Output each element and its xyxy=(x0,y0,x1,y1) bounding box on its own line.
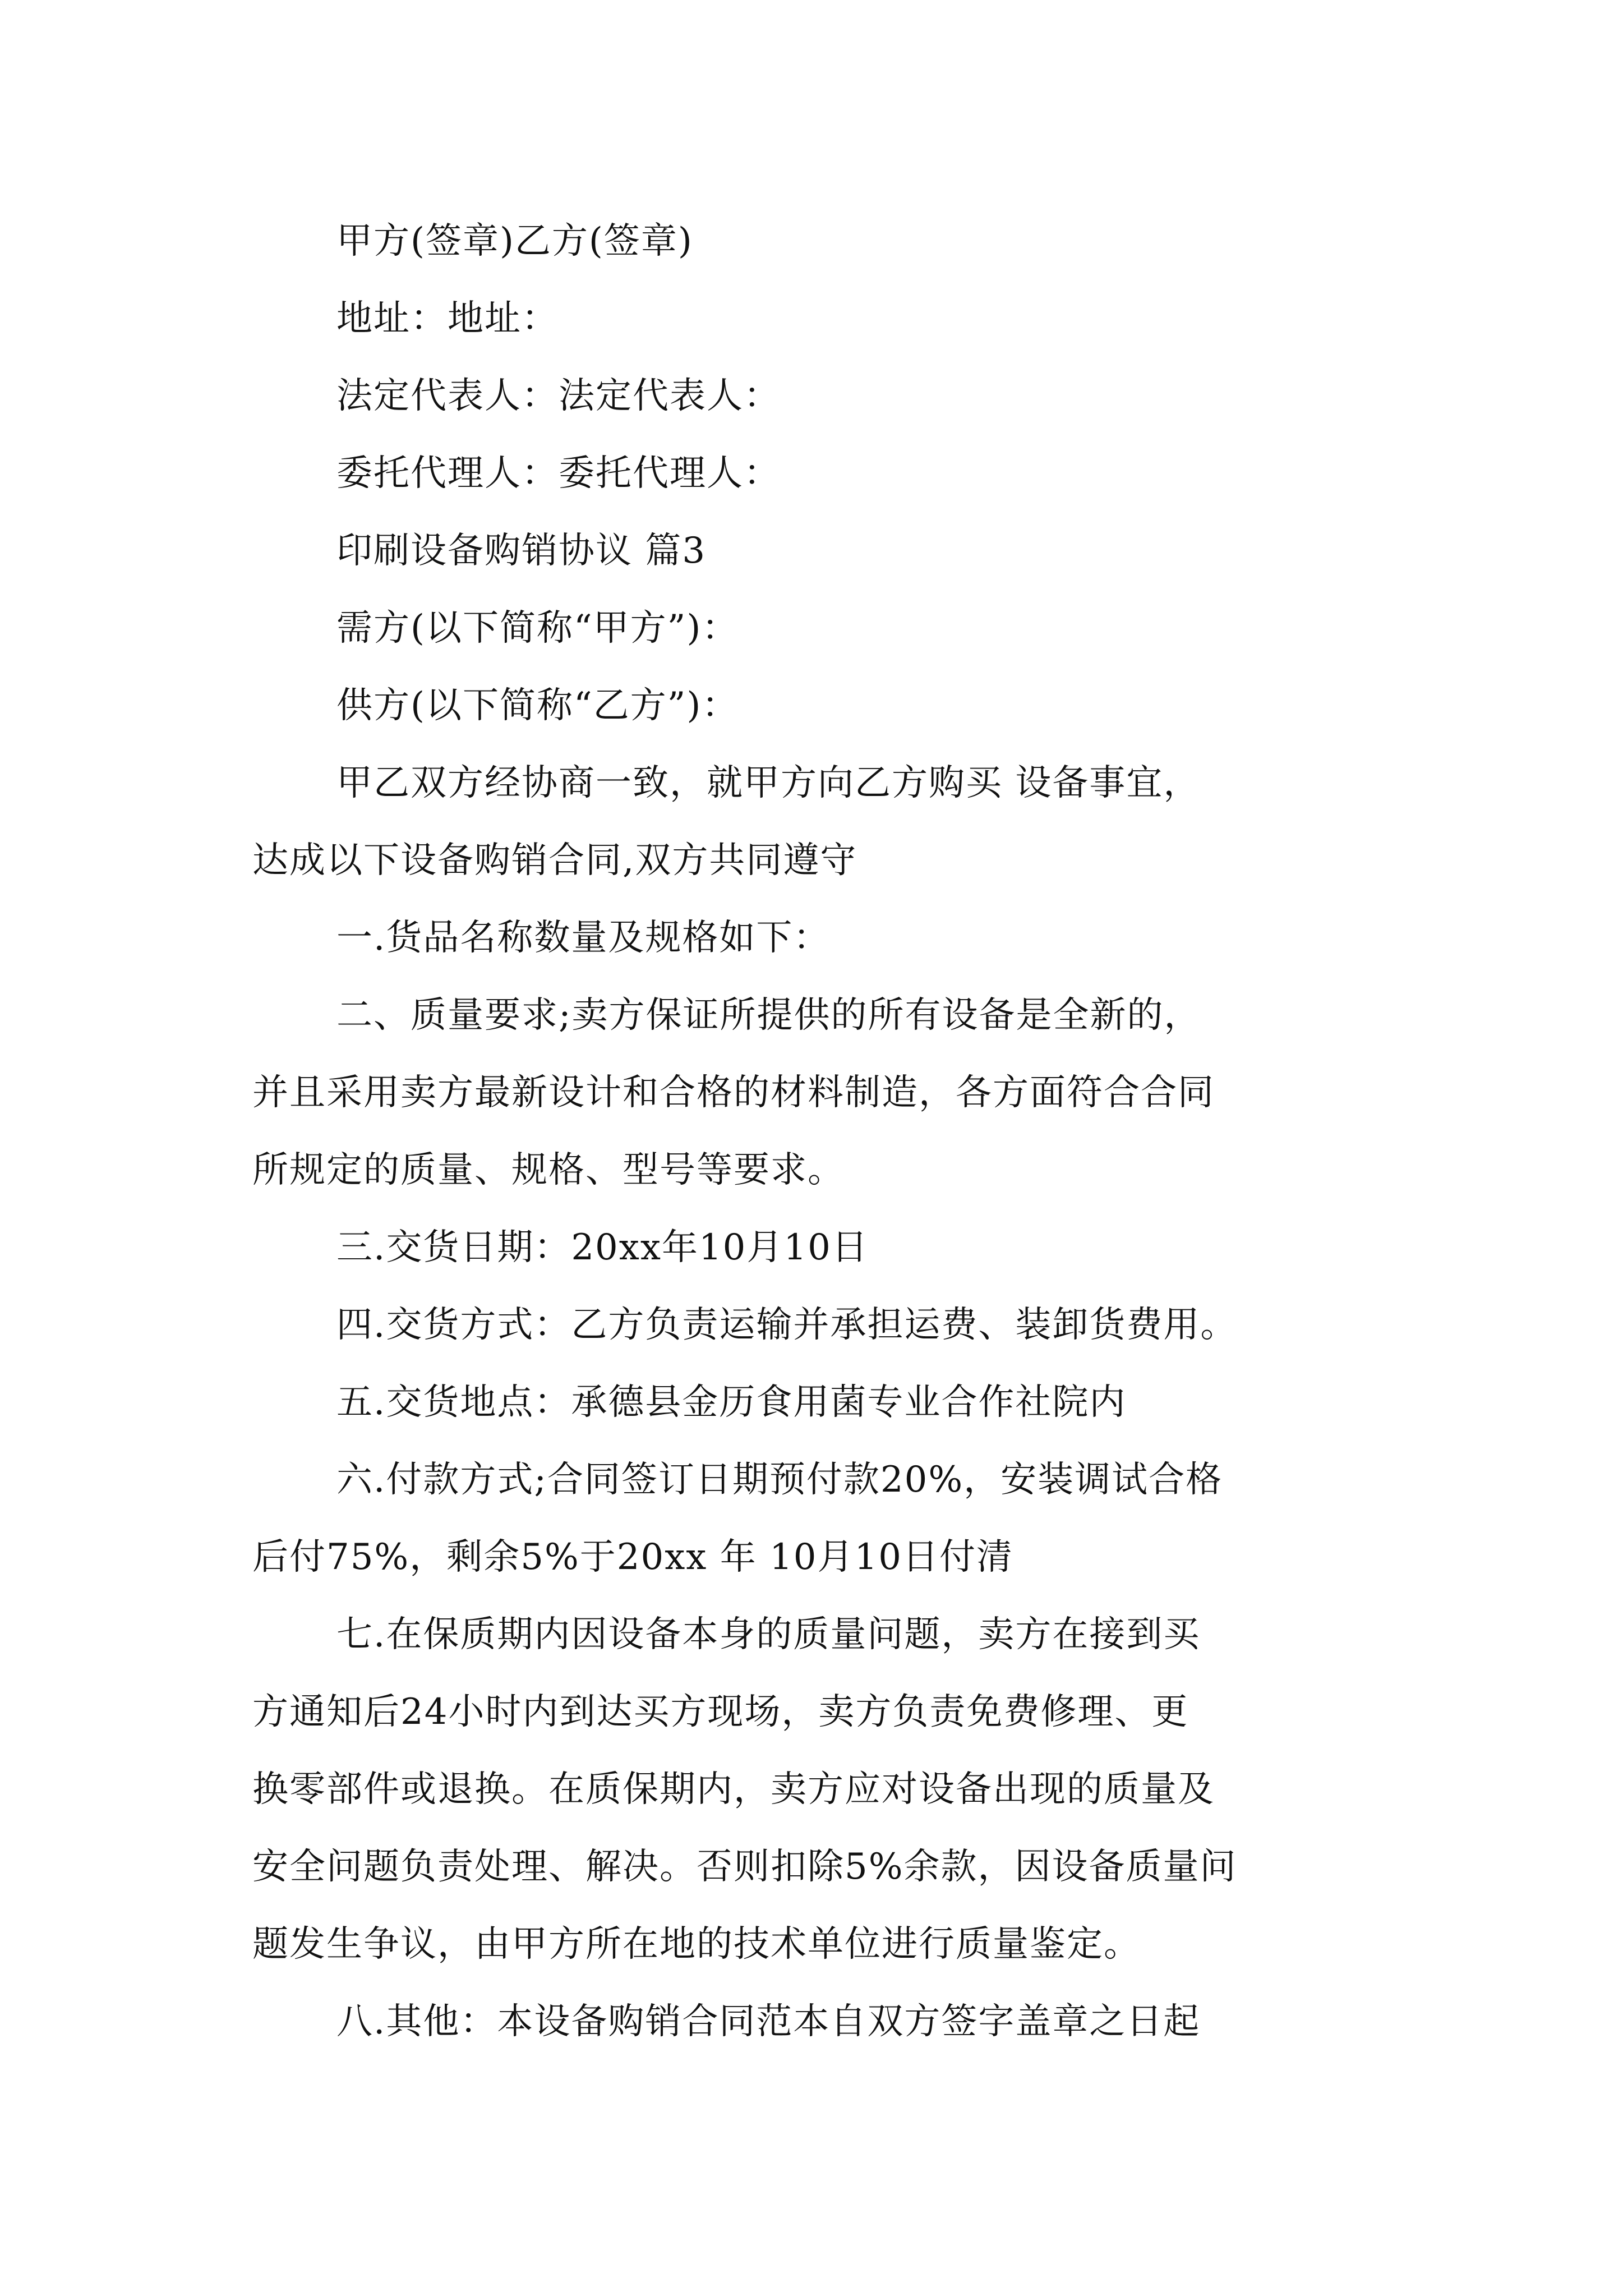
supplier-line: 供方(以下简称“乙方”)： xyxy=(336,685,739,726)
clause-5: 五.交货地点：承德县金历食用菌专业合作社院内 xyxy=(336,1382,1127,1423)
clause-6-line-1: 六.付款方式;合同签订日期预付款20%，安装调试合格 xyxy=(336,1459,1223,1501)
clause-7-line-1: 七.在保质期内因设备本身的质量问题，卖方在接到买 xyxy=(336,1614,1201,1655)
clause-2-line-1: 二、质量要求;卖方保证所提供的所有设备是全新的， xyxy=(336,995,1201,1036)
signature-line: 甲方(签章)乙方(签章) xyxy=(336,220,693,262)
address-line: 地址：地址： xyxy=(336,298,559,339)
section-title: 印刷设备购销协议 篇3 xyxy=(336,530,707,572)
clause-6-line-2: 后付75%，剩余5%于20xx 年 10月10日付清 xyxy=(252,1536,1013,1578)
clause-4: 四.交货方式：乙方负责运输并承担运费、装卸货费用。 xyxy=(336,1304,1238,1346)
legal-representative-line: 法定代表人：法定代表人： xyxy=(336,375,781,417)
clause-7-line-4: 安全问题负责处理、解决。否则扣除5%余款，因设备质量问 xyxy=(252,1846,1237,1888)
clause-3: 三.交货日期：20xx年10月10日 xyxy=(336,1227,869,1268)
buyer-line: 需方(以下简称“甲方”)： xyxy=(336,608,739,649)
clause-2-line-2: 并且采用卖方最新设计和合格的材料制造，各方面符合合同 xyxy=(252,1072,1215,1114)
clause-2-line-3: 所规定的质量、规格、型号等要求。 xyxy=(252,1149,845,1191)
clause-1: 一.货品名称数量及规格如下： xyxy=(336,917,831,959)
intro-paragraph-line-2: 达成以下设备购销合同,双方共同遵守 xyxy=(252,840,857,881)
clause-7-line-3: 换零部件或退换。在质保期内，卖方应对设备出现的质量及 xyxy=(252,1769,1215,1810)
intro-paragraph-line-1: 甲乙双方经协商一致，就甲方向乙方购买 设备事宜， xyxy=(336,762,1201,804)
authorized-agent-line: 委托代理人：委托代理人： xyxy=(336,453,781,494)
clause-8-line-1: 八.其他：本设备购销合同范本自双方签字盖章之日起 xyxy=(336,2001,1201,2042)
clause-7-line-2: 方通知后24小时内到达买方现场，卖方负责免费修理、更 xyxy=(252,1691,1189,1733)
clause-7-line-5: 题发生争议，由甲方所在地的技术单位进行质量鉴定。 xyxy=(252,1924,1141,1965)
